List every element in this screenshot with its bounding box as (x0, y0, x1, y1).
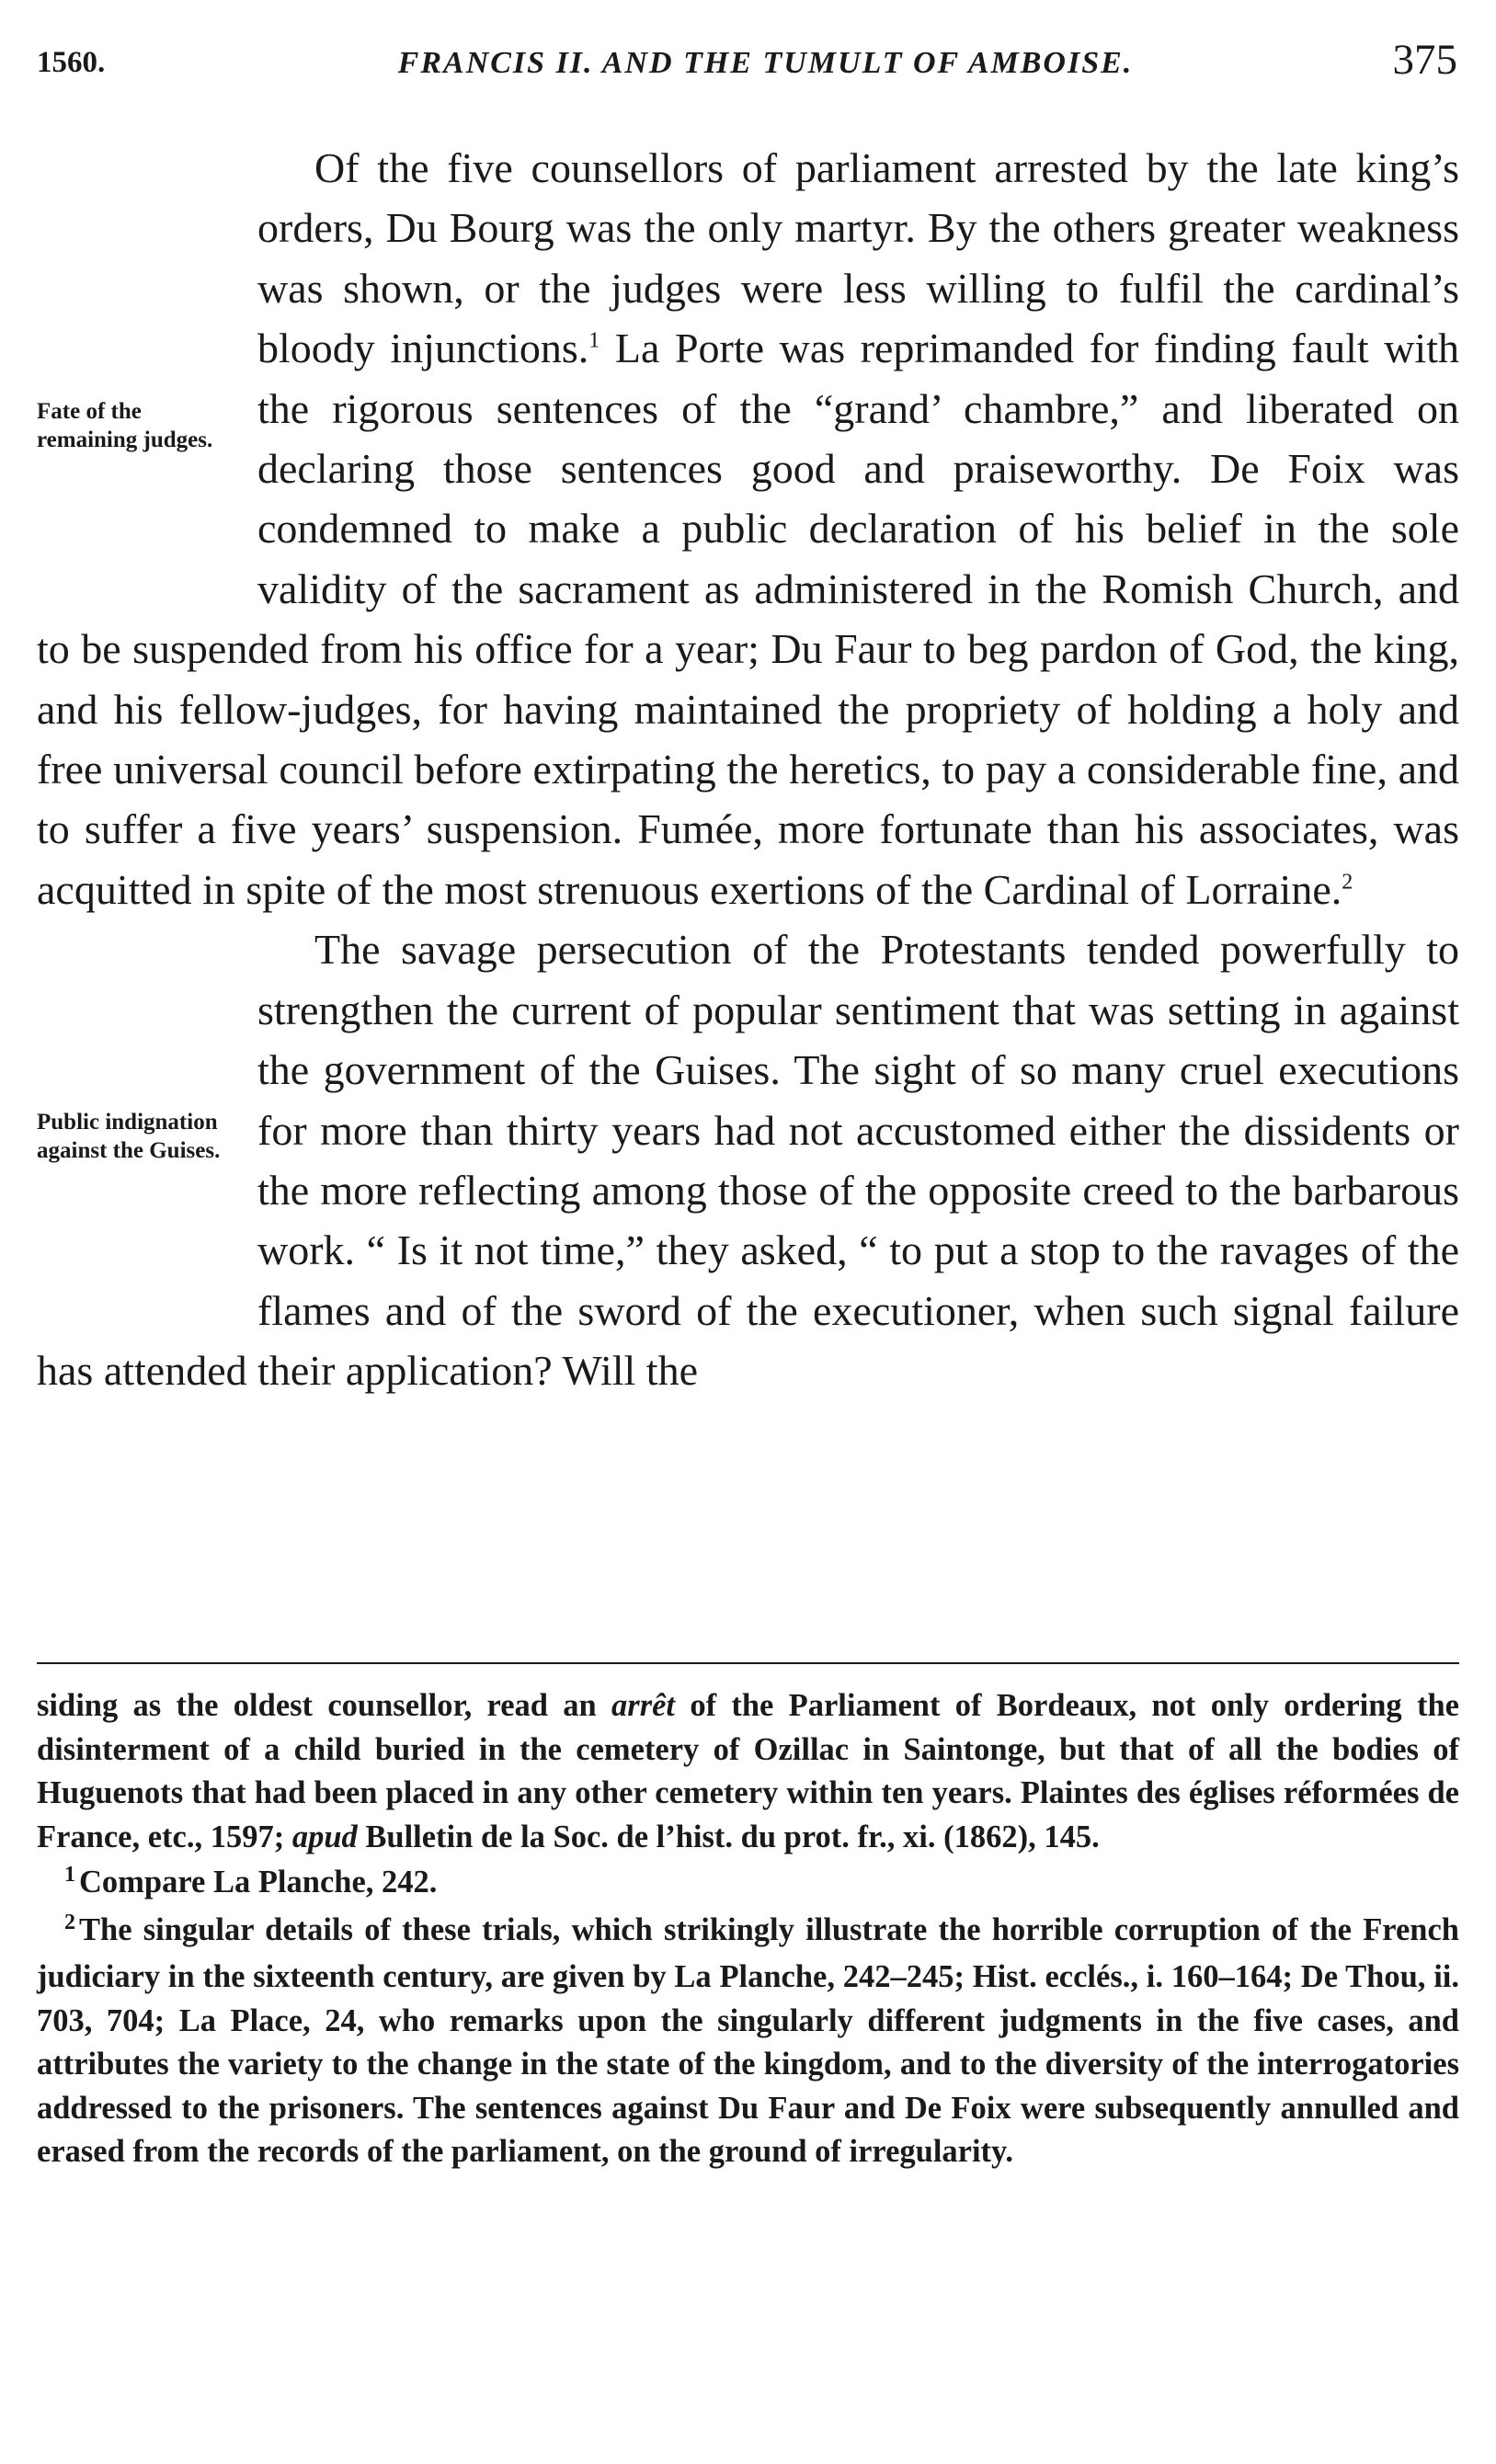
footnote-continued (37, 1684, 1459, 1859)
footnote-1-mark: 1 (64, 1863, 75, 1887)
header-year: 1560. (37, 46, 106, 79)
page-number: 375 (1392, 36, 1457, 84)
footnote-arret: arrêt (611, 1688, 676, 1723)
footnote-2-text: The singular details of these trials, which strikingly illustrate the horrible corruption of the French judiciary in the sixteenth century, are given by La Planche, 242–245; Hist. ecclés., i. 160–164; De Thou, ii. 703, 704; La Place, 24, who remarks upon the singularly different judgments in the five cases, and attributes the variety to the change in the state of the kingdom, and to the diversity of the interrogatories addressed to the prisoners. The sentences against Du Faur and De Foix were subsequently annulled and erased from the records of the parliament, on the ground of irregularity. (37, 1911, 1459, 2169)
paragraph-1-part-2: La Porte was reprimanded for finding fault with the rigorous sentences of the “grand’ chambre,” and liberated on declaring those sentences good and praiseworthy. De Foix was condemned to make a public declaration of his belief in the sole validity of the sacrament as administered in the Romish Church, and to be suspended from his office for a year; Du Faur to beg pardon of God, the king, and his fellow-judges, for having maintained the propriety of holding a holy and free universal council before extirpating the heretics, to pay a considerable fine, and to suffer a five years’ suspension. Fumée, more fortunate than his associates, was acquitted in spite of the most strenuous exertions of the Cardinal of Lorraine. (37, 325, 1459, 913)
footnote-ref-1: 1 (588, 328, 600, 353)
footnotes (37, 1684, 1459, 2174)
footnote-rule (37, 1662, 1459, 1664)
footnote-continued-part-3: Bulletin de la Soc. de l’hist. du prot. fr., xi. (1862), 145. (357, 1819, 1100, 1854)
footnote-1-text: Compare La Planche, 242. (79, 1865, 438, 1899)
margin-note-container-1 (37, 379, 257, 559)
running-head (37, 35, 1457, 90)
margin-note-container-2 (37, 1101, 257, 1281)
margin-note-public-indignation: Public indignation against the Guises. (37, 1110, 221, 1164)
margin-note-fate-of-judges: Fate of the remaining judges. (37, 399, 213, 452)
footnote-2-mark: 2 (64, 1910, 75, 1934)
footnote-continued-part-2: of the Parliament of Bordeaux, not only ordering the disinterment of a child buried in the cemetery of Ozillac in Saintonge, but that of all the bodies of Huguenots that had been placed in any other cemetery within ten years. Plaintes des églises réformées de France, etc., 1597; (37, 1688, 1459, 1854)
body-text (37, 138, 1459, 1401)
footnote-2 (37, 1909, 1459, 2174)
footnote-ref-2: 2 (1342, 870, 1353, 895)
paragraph-2: The savage persecution of the Protestants tended powerfully to strengthen the current of popular sentiment that was setting in against the government of the Guises. The sight of so many cruel executions for more than thirty years had not accustomed either the dissidents or the more reflecting among those of the opposite creed to the barbarous work. “ Is it not time,” they asked, “ to put a stop to the ravages of the flames and of the sword of the executioner, when such signal failure has attended their application? Will the (37, 926, 1459, 1395)
footnote-1 (37, 1861, 1459, 1909)
header-title: FRANCIS II. AND THE TUMULT OF AMBOISE. (397, 46, 1134, 80)
paragraph-1-part-1: Of the five counsellors of parliament arrested by the late king’s orders, Du Bourg was the only martyr. By the others greater weakness was shown, or the judges were less willing to fulfil the cardinal’s bloody injunctions. (257, 144, 1459, 372)
footnote-apud: apud (291, 1819, 358, 1854)
footnote-continued-part-1: siding as the oldest counsellor, read an (37, 1688, 612, 1723)
